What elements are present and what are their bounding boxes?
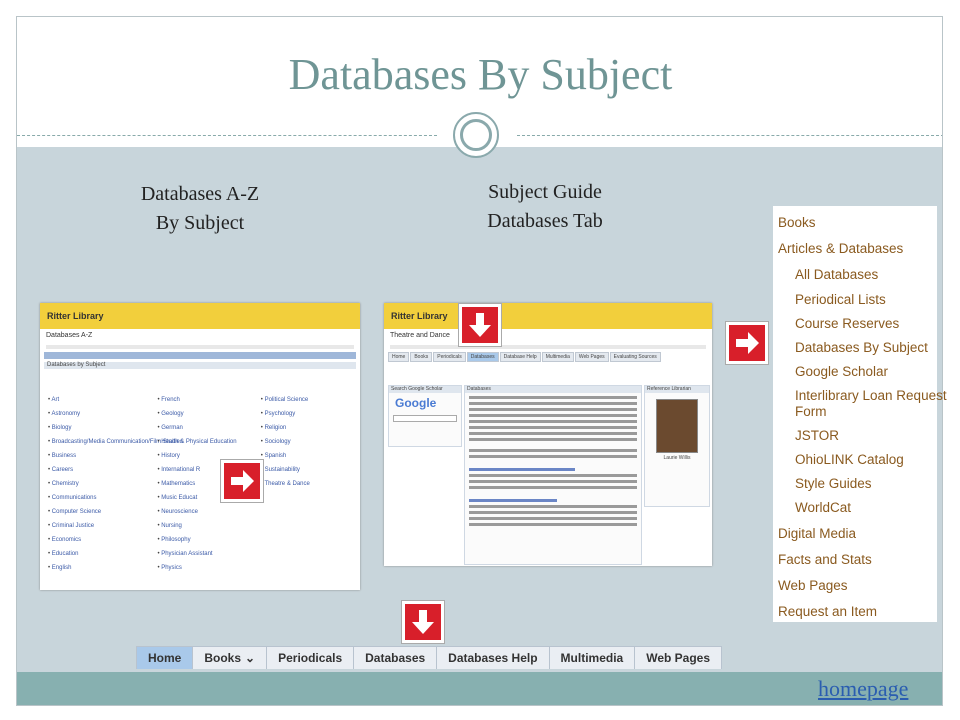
text-line	[469, 517, 637, 520]
slide-title: Databases By Subject	[288, 50, 673, 99]
caption-right-line1: Subject Guide	[488, 181, 602, 203]
side-menu-item[interactable]: JSTOR	[795, 428, 840, 443]
screenshot-subject-guide	[384, 303, 712, 566]
subject-link[interactable]: • Economics	[48, 533, 148, 547]
nav-tab-home[interactable]	[136, 646, 193, 669]
text-line	[469, 505, 637, 508]
subject-link[interactable]: • Physician Assistant	[157, 547, 257, 561]
subject-link[interactable]: • Political Science	[261, 393, 360, 407]
text-line	[469, 449, 637, 452]
side-menu-item[interactable]: Databases By Subject	[795, 340, 928, 355]
side-menu-item[interactable]: Google Scholar	[795, 364, 889, 379]
side-menu-item[interactable]: OhioLINK Catalog	[795, 452, 904, 467]
subject-link[interactable]: • Art	[48, 393, 148, 407]
homepage-link[interactable]: homepage	[818, 676, 909, 701]
subject-link[interactable]: • Education	[48, 547, 148, 561]
side-menu-item[interactable]: Interlibrary Loan Request	[795, 388, 947, 403]
panel-databases	[464, 385, 642, 565]
chevron-down-icon: ⌄	[245, 651, 256, 665]
divider-left	[17, 135, 437, 136]
caption-right-line2: Databases Tab	[487, 210, 603, 232]
subject-link[interactable]: • Philosophy	[157, 533, 257, 547]
subject-link[interactable]: • Astronomy	[48, 407, 148, 421]
guide-tab[interactable]: Home	[388, 352, 409, 362]
panel-reference-librarian	[644, 385, 710, 507]
subject-link[interactable]: • Sustainability	[261, 463, 360, 477]
nav-tab-label: Web Pages	[646, 651, 711, 665]
subject-link[interactable]: • Mathematics	[157, 477, 257, 491]
banner-title: Ritter Library	[47, 311, 104, 321]
side-menu-item[interactable]: WorldCat	[795, 500, 852, 515]
subject-link[interactable]: • Theatre & Dance	[261, 477, 360, 491]
guide-tab[interactable]: Databases	[467, 352, 499, 362]
subject-link[interactable]: • Careers	[48, 463, 148, 477]
side-menu-item[interactable]: Style Guides	[795, 476, 872, 491]
subject-link[interactable]: • Communications	[48, 491, 148, 505]
caption-left-line1: Databases A-Z	[140, 183, 260, 205]
nav-tab-label: Databases Help	[448, 651, 538, 665]
subject-link[interactable]: • Nursing	[157, 519, 257, 533]
divider-circle-ornament	[453, 112, 499, 158]
text-line	[390, 345, 706, 349]
nav-tab-label: Multimedia	[560, 651, 624, 665]
footer-band	[17, 672, 943, 706]
search-field[interactable]	[393, 415, 457, 422]
subject-link[interactable]: • Geology	[157, 407, 257, 421]
subject-link[interactable]: • Physics	[157, 561, 257, 575]
librarian-photo	[656, 399, 698, 453]
database-link[interactable]	[469, 468, 575, 471]
box-title: Databases by Subject	[44, 362, 356, 369]
panel-title: Reference Librarian	[645, 386, 709, 393]
down-arrow-icon	[401, 600, 445, 644]
text-line	[469, 523, 637, 526]
banner-title: Ritter Library	[391, 311, 448, 321]
text-line	[469, 420, 637, 423]
text-line	[469, 511, 637, 514]
subject-link[interactable]: • Biology	[48, 421, 148, 435]
text-line	[469, 486, 637, 489]
subject-link[interactable]: • Computer Science	[48, 505, 148, 519]
subject-list	[48, 393, 352, 571]
side-menu-item[interactable]: Facts and Stats	[778, 552, 872, 567]
right-arrow-icon	[220, 459, 264, 503]
nav-tab-label: Home	[148, 651, 182, 665]
guide-tab[interactable]: Books	[410, 352, 432, 362]
caption-left	[100, 180, 300, 238]
guide-tab-bar	[388, 352, 708, 362]
guide-tab[interactable]: Multimedia	[542, 352, 574, 362]
guide-tab[interactable]: Evaluating Sources	[610, 352, 661, 362]
down-arrow-icon	[458, 303, 502, 347]
subject-link[interactable]: • German	[157, 421, 257, 435]
caption-left-line2: By Subject	[155, 212, 245, 234]
subject-link[interactable]: • International R	[157, 463, 257, 477]
text-line	[469, 432, 637, 435]
subject-link[interactable]: • Chemistry	[48, 477, 148, 491]
side-menu-item[interactable]: Periodical Lists	[795, 292, 886, 307]
screenshot-banner	[384, 303, 712, 329]
nav-tab-databases-help[interactable]	[436, 646, 549, 669]
panel-title: Databases	[465, 386, 641, 393]
subject-link[interactable]: • Business	[48, 449, 148, 463]
subject-link[interactable]: • English	[48, 561, 148, 575]
text-line	[469, 414, 637, 417]
subject-link[interactable]: • Neuroscience	[157, 505, 257, 519]
caption-right	[440, 178, 650, 236]
librarian-name: Laurie Willis	[663, 455, 691, 461]
side-menu-item[interactable]: Articles & Databases	[778, 241, 904, 256]
nav-tab-label: Books	[204, 651, 242, 665]
text-line	[469, 474, 637, 477]
side-menu-item[interactable]: Course Reserves	[795, 316, 900, 331]
subject-link[interactable]: • Criminal Justice	[48, 519, 148, 533]
google-logo: Google	[395, 396, 437, 410]
subject-link[interactable]: • History	[157, 449, 257, 463]
subject-link[interactable]: • Broadcasting/Media Communication/Film Studies	[48, 435, 148, 449]
subject-link[interactable]: • Music Educat	[157, 491, 257, 505]
screenshot-banner	[40, 303, 360, 329]
text-line	[469, 402, 637, 405]
screenshot-databases-az	[40, 303, 360, 590]
nav-tab-label: Databases	[365, 651, 426, 665]
screenshot-heading: Databases A-Z	[46, 332, 93, 339]
subject-link[interactable]: • Health & Physical Education	[157, 435, 257, 449]
subject-link[interactable]: • French	[157, 393, 257, 407]
subject-link[interactable]: • Religion	[261, 421, 360, 435]
text-line	[469, 455, 637, 458]
right-arrow-icon	[725, 321, 769, 365]
text-line	[469, 426, 637, 429]
text-line	[469, 408, 637, 411]
nav-tab-books[interactable]	[192, 646, 267, 669]
subject-column-3	[261, 393, 360, 491]
nav-tab-periodicals[interactable]	[266, 646, 354, 669]
guide-tab[interactable]: Web Pages	[575, 352, 609, 362]
text-line	[469, 480, 637, 483]
nav-tab-label: Periodicals	[278, 651, 343, 665]
side-menu-item[interactable]: Web Pages	[778, 578, 848, 593]
database-link[interactable]	[469, 499, 557, 502]
side-menu-item[interactable]: Request an Item	[778, 604, 878, 619]
az-letter-bar	[44, 352, 356, 359]
nav-tab-web-pages[interactable]	[634, 646, 722, 669]
panel-google-scholar	[388, 385, 462, 447]
subject-link[interactable]: • Spanish	[261, 449, 360, 463]
side-menu	[773, 206, 947, 622]
text-line	[46, 345, 354, 349]
guide-tab[interactable]: Periodicals	[433, 352, 465, 362]
text-line	[469, 438, 637, 441]
library-nav-tabs	[136, 646, 721, 668]
nav-tab-databases[interactable]	[353, 646, 437, 669]
panel-title: Search Google Scholar	[389, 386, 461, 393]
subject-link[interactable]: • Psychology	[261, 407, 360, 421]
nav-tab-multimedia[interactable]	[549, 646, 636, 669]
side-menu-item[interactable]: All Databases	[795, 267, 879, 282]
side-menu-item[interactable]: Books	[778, 215, 816, 230]
subject-link[interactable]: • Sociology	[261, 435, 360, 449]
side-menu-item[interactable]: Digital Media	[778, 526, 857, 541]
screenshot-heading: Theatre and Dance	[390, 332, 450, 339]
side-menu-item[interactable]: Form	[795, 404, 827, 419]
guide-tab[interactable]: Database Help	[500, 352, 541, 362]
divider-right	[517, 135, 943, 136]
text-line	[469, 396, 637, 399]
